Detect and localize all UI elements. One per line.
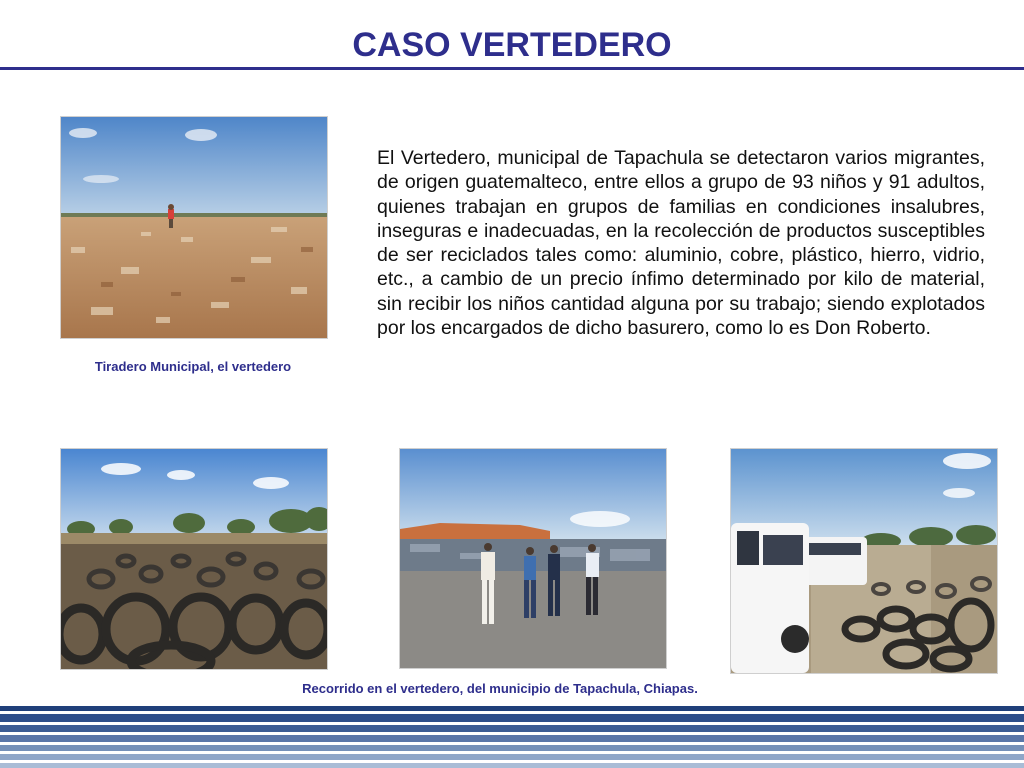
tires-photo bbox=[60, 448, 328, 670]
vans-photo bbox=[730, 448, 998, 674]
walking-group-photo bbox=[399, 448, 667, 669]
photo-caption-bottom: Recorrido en el vertedero, del municipio de Tapachula, Chiapas. bbox=[302, 681, 698, 696]
footer-stripes bbox=[0, 706, 1024, 768]
slide-title: CASO VERTEDERO bbox=[352, 26, 672, 64]
title-underline bbox=[0, 67, 1024, 70]
photo-caption-top: Tiradero Municipal, el vertedero bbox=[94, 359, 292, 374]
main-paragraph: El Vertedero, municipal de Tapachula se detectaron varios migrantes, de origen guatemalteco, entre ellos a grupo de 93 niños y 91 adultos, quienes trabajan en grupos de familias en condiciones insalubres, inseguras e inadecuadas, en la recolección de productos susceptibles de ser reciclados tales como: aluminio, cobre, plástico, hierro, vidrio, etc., a cambio de un precio ínfimo determinado por kilo de material, sin recibir los niños cantidad alguna por su trabajo; siendo explotados por los encargados de dicho basurero, como lo es Don Roberto. bbox=[377, 147, 985, 340]
landfill-photo bbox=[60, 116, 328, 339]
